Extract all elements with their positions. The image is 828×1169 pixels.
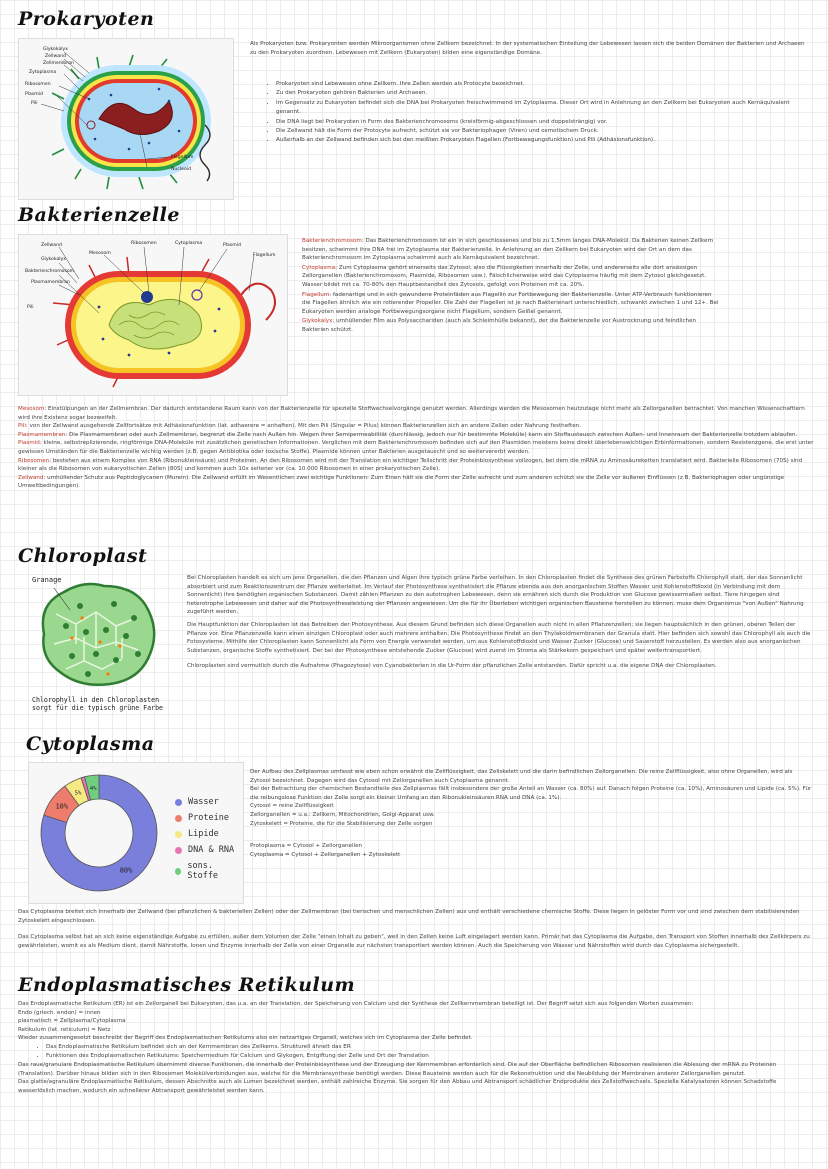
legend-item-proteine: Proteine <box>175 813 243 823</box>
term-pili: Pili: von der Zellwand ausgehende Zellfortsätze mit Adhäsionsfunktion (lat. adhaerere = anhaften). Mit den Pili (Singular = Pilus) können Bakterienzellen sich an andere Zellen oder Nahrung festheften. <box>18 423 581 430</box>
chloroplast-text <box>187 574 813 671</box>
donut-value-label: 10% <box>55 802 69 811</box>
chloroplast-cell-drawing <box>26 574 168 694</box>
list-item: • Im Gegensatz zu Eukaryoten befindet sich die DNA bei Prokaryoten freischwimmend im Zytoplasma. Dieser Ort wird in Anlehnung an den Zellkern bei Eukaryoten auch Kernäquivalent genannt. <box>276 99 816 118</box>
term-cytoplasma: Cytoplasma: Zum Cytoplasma gehört einerseits das Zytosol, also die Flüssigkeiten innerhalb der Zelle, und andererseits alle dort ansässigen Zellorganellen (Bakterienchromosom, Plasmide, Ribosomen usw.). Fälschlicherweise wird das Cytoplasma häufig mit dem Zytosol gleichgesetzt. Wasser bildet mit ca. 70-80% den Hauptbestandteil des Zytosols, gefolgt von Proteinen mit ca. 20%. <box>302 264 707 288</box>
er-paragraph-1: Das Endoplasmatische Retikulum (ER) ist ein Zellorganell bei Eukaryoten, das u.a. an der Translation, der Speicherung von Calcium und der Synthese der Zellkernmembran beteiligt ist. Der Begriff setzt sich aus folgenden Worten zusammen: <box>18 1001 694 1007</box>
er-word: Retikulum (lat. reticulum) = Netz <box>18 1026 111 1033</box>
label-glykokalyx: Glykokalyx <box>43 47 68 52</box>
term-ribosomen: Ribosomen: bestehen aus einem Komplex von RNA (Ribonukleinsäure) und Proteinen. An den Ribosomen wird mit der Translation ein wichtiger Teilschritt der Proteinbiosynthese vollzogen, bei dem die mRNA zu Aminosäureketten translatiert wird. Bakterielle Ribosomen (70S) sind kleiner als die Ribosomen von eukaryotischen Zellen (80S) und kommen auch 10x seltener vor (ca. 10.000 Ribosomen in einer prokaryotischen Zelle). <box>18 457 803 473</box>
label-bakterienchromosom: Bakterienchromosom <box>25 269 75 274</box>
label-pili: Pili <box>31 101 38 106</box>
cytoplasma-def: Cytosol = reine Zellflüssigkeit <box>250 803 334 810</box>
list-item: • Das Endoplasmatische Retikulum befindet sich an der Kernmembran des Zellkerns. Strukturell ähnelt das ER <box>46 1043 814 1052</box>
term-plasmamembran: Plasmamembran: Die Plasmamembran oder auch Zellmembran, begrenzt die Zelle nach Außen hin. Wegen ihrer Semipermeabilität (durchlässig, jedoch nur für bestimmte Moleküle) kann ein Stoffaustausch zwischen Außen- und Innenraum der Bakterienzelle trotzdem ablaufen. <box>18 431 798 438</box>
list-item: • Außerhalb an der Zellwand befinden sich bei den meißten Prokaryoten Flagellen (Fortbewegungsfunktion) und Pili (Adhäsionsfunktion). <box>276 136 816 145</box>
er-title: Endoplasmatisches Retikulum <box>18 974 356 996</box>
legend-swatch <box>175 799 182 806</box>
label-zellmembran: Zellmembran <box>43 61 74 66</box>
chloroplast-title: Chloroplast <box>18 545 148 567</box>
list-item: • Funktionen des Endoplasmatischen Retikulums: Speichermedium für Calcium und Glykogen, Entgiftung der Zelle und Ort der Translation <box>46 1052 814 1061</box>
label-ribosomen: Ribosomen <box>25 82 51 87</box>
label-mesosom: Mesosom <box>89 251 111 256</box>
label-cytoplasma: Cytoplasma <box>175 241 203 246</box>
label-plasmid: Plasmid <box>223 243 241 248</box>
legend-swatch <box>175 831 182 838</box>
chloroplast-illustration <box>26 574 168 722</box>
label-plasmid: Plasmid <box>25 92 43 97</box>
er-paragraph-2: Wieder zusammengesetzt beschreibt der Begriff des Endoplasmatischen Retikulums also ein netzartiges Organell, welches sich im Cytoplasma der Zelle befindet. <box>18 1035 473 1042</box>
legend-item-sonstige: sons. Stoffe <box>175 861 243 881</box>
cytoplasma-paragraph-2: Bei der Betrachtung der chemischen Bestandteile des Zellplasmas fällt insbesondere der große Anteil an Wasser (ca. 80%) auf. Danach folgen Proteine (ca. 10%), Aminosäuren und Lipide (ca. 5%). Für die reibungslose Funktion der Zelle sorgt ein kleiner Umfang an den Ribonukleinsäuren RNA und DNA (ca. 1%). <box>250 786 812 801</box>
cytoplasma-chart <box>28 762 244 904</box>
bakterienzelle-title: Bakterienzelle <box>18 204 180 226</box>
label-zellwand: Zellwand <box>45 54 66 59</box>
prokaryoten-bullets <box>262 80 816 146</box>
legend-swatch <box>175 868 181 875</box>
label-plasmamembran: Plasmamembran <box>31 280 70 285</box>
term-glykokalyx: Glykokalyx: umhüllender Film aus Polysacchariden (auch als Schleimhülle bekannt), der die Bakterienzelle vor Austrocknung und feindlichen Bakterien schützt. <box>302 318 697 333</box>
list-item: • Die Zellwand hält die Form der Protocyte aufrecht, schützt sie vor Bakteriophagen (Viren) und osmotischem Druck. <box>276 127 816 136</box>
chloroplast-paragraph-3: Chloroplasten sind vermutlich durch die Aufnahme (Phagozytose) von Cyanobakterien in die Ur-Form der pflanzlichen Zelle entstanden. Dafür spricht u.a. die eigene DNA der Chloroplasten. <box>187 663 717 670</box>
cytoplasma-paragraph-4: Das Cytoplasma selbst hat an sich keine eigenständige Aufgabe zu erfüllen, außer dem Volumen der Zelle "einen Inhalt zu geben", weil in den Zellen keine Luft eingelagert werden kann. Primär hat das Cytoplasma die Aufgabe, den Transport von Stoffen innerhalb des Zellkörpers zu gewährleisten, womit es als Medium dient, damit Nährstoffe, Ionen und Enzyme innerhalb der Zelle von einer Organelle zur nächsten transportiert werden können. Auch die Speicherung von Wasser und Nährstoffen wird durch das Cytoplasma sichergestellt. <box>18 934 810 949</box>
list-item: • Prokaryoten sind Lebewesen ohne Zellkern. Ihre Zellen werden als Protocyte bezeichnet. <box>276 80 816 89</box>
term-zellwand: Zellwand: umhüllender Schutz aus Peptidoglycanen (Murein). Die Zellwand erfüllt im Wesentlichen zwei wichtige Funktionen: Zum Einen hält sie die Form der Zelle aufrecht und zum anderen schützt sie die Zelle vor äußeren Einflüssen (z.B. Bakteriophagen oder ungünstige Umweltbedingungen). <box>18 474 785 490</box>
cytoplasma-text-right <box>250 768 812 859</box>
cytoplasma-paragraph-3: Das Cytoplasma breitet sich innerhalb der Zellwand (bei pflanzlichen & bakteriellen Zellen) oder der Zellmembran (bei tierischen und menschlichen Zellen) aus und enthält verschiedene chemische Stoffe. Diese liegen in gelöster Form vor und sind zwischen dem stabilisierenden Zytoskelett eingeschlossen. <box>18 909 800 924</box>
label-flagellum: Flagellum <box>253 253 276 258</box>
label-ribosomen: Ribosomen <box>131 241 157 246</box>
legend-item-wasser: Wasser <box>175 797 243 807</box>
label-nucleoid: Nucleoid <box>171 167 191 172</box>
legend-swatch <box>175 815 182 822</box>
prokaryoten-title: Prokaryoten <box>18 8 155 30</box>
er-word: plasmatisch = Zellplasma/Cytoplasma <box>18 1018 126 1025</box>
composition-donut-chart <box>29 763 169 903</box>
prokaryote-illustration <box>18 38 234 200</box>
term-flagellum: Flagellum: fadenartige und in sich gewundene Proteinfäden aus Flagellin zur Fortbewegung der Bakterienzelle. Unter ATP-Verbrauch funktionieren die Flagellen ähnlich wie ein rotierender Propeller. Die Zahl der Flagellen ist je nach Bakterienart unterschiedlich, schwankt zwischen 1 und 12+. Bei Eukaryoten werden analoge Fortbewegungsorgane nicht Flagellum, sondern Geißel genannt. <box>302 291 719 315</box>
er-text <box>18 1000 814 1095</box>
label-grana: Granage <box>32 576 62 584</box>
label-pili: Pili <box>27 305 34 310</box>
er-paragraph-3: Das raue/granulare Endoplasmatische Retikulum übernimmt diverse Funktionen, die innerhalb der Proteinbiosynthese und der Erzeugung der Kernmembran erforderlich sind. Die auf der Oberfläche befindlichen Ribosomen realisieren die Ablesung der mRNA zu Proteinen (Translation). Darüber hinaus bilden sich in den Ribosomen Molekülverbindungen aus, welche für die Membransynthese benötigt werden. Diese Bausteine werden auch für die Rekonstruktion und die Neubildung der Membranen anderer Zellorganellen genutzt. <box>18 1061 777 1077</box>
cytoplasma-def: Protoplasma = Cytosol + Zellorganellen <box>250 843 363 850</box>
cytoplasma-def: Cytoplasma = Cytosol + Zellorganellen + Zytoskelett <box>250 851 401 858</box>
cytoplasma-def: Zytoskelett = Proteine, die für die Stabilisierung der Zelle sorgen <box>250 820 433 827</box>
legend-swatch <box>175 847 182 854</box>
bakterienzelle-more-terms <box>18 405 814 491</box>
cytoplasma-text-bottom <box>18 908 814 950</box>
term-plasmid: Plasmid: kleine, selbstreplizierende, ringförmige DNA-Moleküle mit zusätzlichen genetischen Informationen. Verglichen mit dem Bakterienchromosom befinden sich auf den Plasmiden meistens keine direkt überlebenswichtigen Erbinformationen, sondern Resistenzgene, die erst unter gewissen Umständen für die Bakterienzelle wichtig werden (z.B. gegen Antibiotika oder toxische Stoffe). Plasmide können unter Bakterien ausgetauscht und so weitervererbt werden. <box>18 440 814 455</box>
cytoplasma-def: Zellorganellen = u.a.: Zellkern, Mitochondrien, Golgi-Apparat usw. <box>250 811 435 818</box>
er-paragraph-4: Das glatte/agranuläre Endoplasmatische Retikulum, dessen Abschnitte auch als Lumen bezeichnet werden, enthält zahlreiche Enzyme. Sie sorgen für den Abbau und Abtransport schädlicher Endprodukte des Zellstoffwechsels. Spezielle Katalysatoren können Schadstoffe wasserlöslich machen, wodurch ein schnellerer Abtransport gewährleistet werden kann. <box>18 1079 777 1094</box>
er-word: Endo (griech. endon) = innen <box>18 1009 101 1016</box>
label-zytoplasma: Zytoplasma <box>29 70 57 75</box>
bacterium-illustration <box>18 234 288 396</box>
legend-item-lipide: Lipide <box>175 829 243 839</box>
label-glykokalyx: Glykokalyx <box>41 257 66 262</box>
term-bakterienchromosom: Bakterienchromosom: Das Bakterienchromosom ist ein in sich geschlossenes und bis zu 1,5mm langes DNA-Molekül. Da Bakterien keinen Zellkern besitzen, schwimmt ihre DNA frei im Zytoplasma der Bakterienzelle. In Anlehnung an den Zellkern bei Eukaryoten wird der Ort an dem das Bakterienchromosom im Zytoplasma schwimmt auch als Kernäquivalent bezeichnet. <box>302 238 714 262</box>
chloroplast-paragraph-2: Die Hauptfunktion der Chloroplasten ist das Betreiben der Photosynthese. Aus diesem Grund befinden sich diese Organellen auch nicht in allen Pflanzenzellen; sie liegen hauptsächlich in den grünen, oberen Teilen der Pflanze vor. Eine Pflanzenzelle kann einen einzigen Chloroplast oder auch mehrere enthalten. Die Photosynthese findet an den Thylakoidmembranen der Granula statt. Hier befinden sich sowohl das Chlorophyll als auch die Fotosysteme. Mithilfe der Chloroplasten kann Sonnenlicht als Form von Energie verwendet werden, um aus Kohlenstoffdioxid und Wasser Zucker (Glucose) und Sauerstoff herzustellen. Es werden also aus anorganischen Substanzen, organische Stoffe synthetisiert. Der bei der Photosynthese entstehende Zucker (Glucose) wird zuerst im Stroma als Stärkekorn gespeichert und später weitertransportiert. <box>187 621 811 654</box>
term-mesosom: Mesosom: Einstülpungen an der Zellmembran. Der dadurch entstandene Raum kann von der Bakterienzelle für spezielle Stoffwechselvorgänge genutzt werden. Allerdings werden die Mesosomen heutzutage nicht mehr als Zellorganellen betrachtet. Von manchen Wissenschaftlern wird ihre Existenz sogar bezweifelt. <box>18 406 805 421</box>
donut-value-label: 4% <box>89 785 97 792</box>
list-item: • Die DNA liegt bei Prokaryoten in Form des Bakterienchromosoms (kreisförmig-abgeschlossen und doppelsträngig) vor. <box>276 118 816 127</box>
donut-value-label: 80% <box>119 866 133 875</box>
label-flagellum: Flagellum <box>171 155 194 160</box>
cytoplasma-paragraph-1: Der Aufbau des Zellplasmas umfasst wie eben schon erwähnt die Zellflüssigkeit, das Zellskelett und die darin befindlichen Zellorganellen. Die reine Zellflüssigkeit, also ohne Organellen, wird als Zytosol bezeichnet. Dagegen wird das Cytosol mit Zellorganellen auch Cytoplasma genannt. <box>250 769 793 784</box>
donut-value-label: 5% <box>74 790 82 797</box>
legend-item-dna-rna: DNA & RNA <box>175 845 243 855</box>
chloroplast-paragraph-1: Bei Chloroplasten handelt es sich um jene Organellen, die den Pflanzen und Algen ihre typisch grüne Farbe verleihen. In den Chloroplasten findet die Synthese des grünen Farbstoffs Chlorophyll statt, der das Sonnenlicht absorbiert und zum Reaktionszentrum der Pflanze weiterleitet. Im Verlauf der Photosynthese synthetisiert die Pflanze ebenda aus den anorganischen Stoffen Wasser und Kohlenstoffdioxid (in Verbindung mit dem Sonnenlicht) ihre benötigten organischen Substanzen. Damit zählen Pflanzen zu den autotrophen Lebewesen, denn sie ernähren sich durch die Produktion von Glucose gewissermaßen selbst. Tiere hingegen sind heterotrophe Lebewesen und daher auf die Photosyntheseleistung der Pflanzen angewiesen. Um die für ihr Überleben wichtigen organischen Bausteine herstellen zu können, muss dem Organismus "von Außen" Nahrung zugeführt werden. <box>187 575 804 616</box>
cytoplasma-title: Cytoplasma <box>26 733 155 755</box>
bakterienzelle-terms <box>302 237 720 335</box>
prokaryoten-intro: Als Prokaryoten bzw. Prokaryonten werden Mikroorganismen ohne Zellkern bezeichnet. In der systematischen Einteilung der Lebewesen lassen sich die beiden Domänen der Bakterien und Archaeen zu den Prokaryoten zuordnen. Lebewesen mit Zellkern (Eukaryoten) bilden eine eigenständige Domäne. <box>250 41 805 56</box>
chloroplast-caption: Chlorophyll in den Chloroplasten sorgt für die typisch grüne Farbe <box>32 696 164 713</box>
label-zellwand: Zellwand <box>41 243 62 248</box>
er-bullets <box>18 1043 814 1061</box>
list-item: • Zu den Prokaryoten gehören Bakterien und Archaeen. <box>276 89 816 98</box>
chart-legend <box>175 797 243 887</box>
